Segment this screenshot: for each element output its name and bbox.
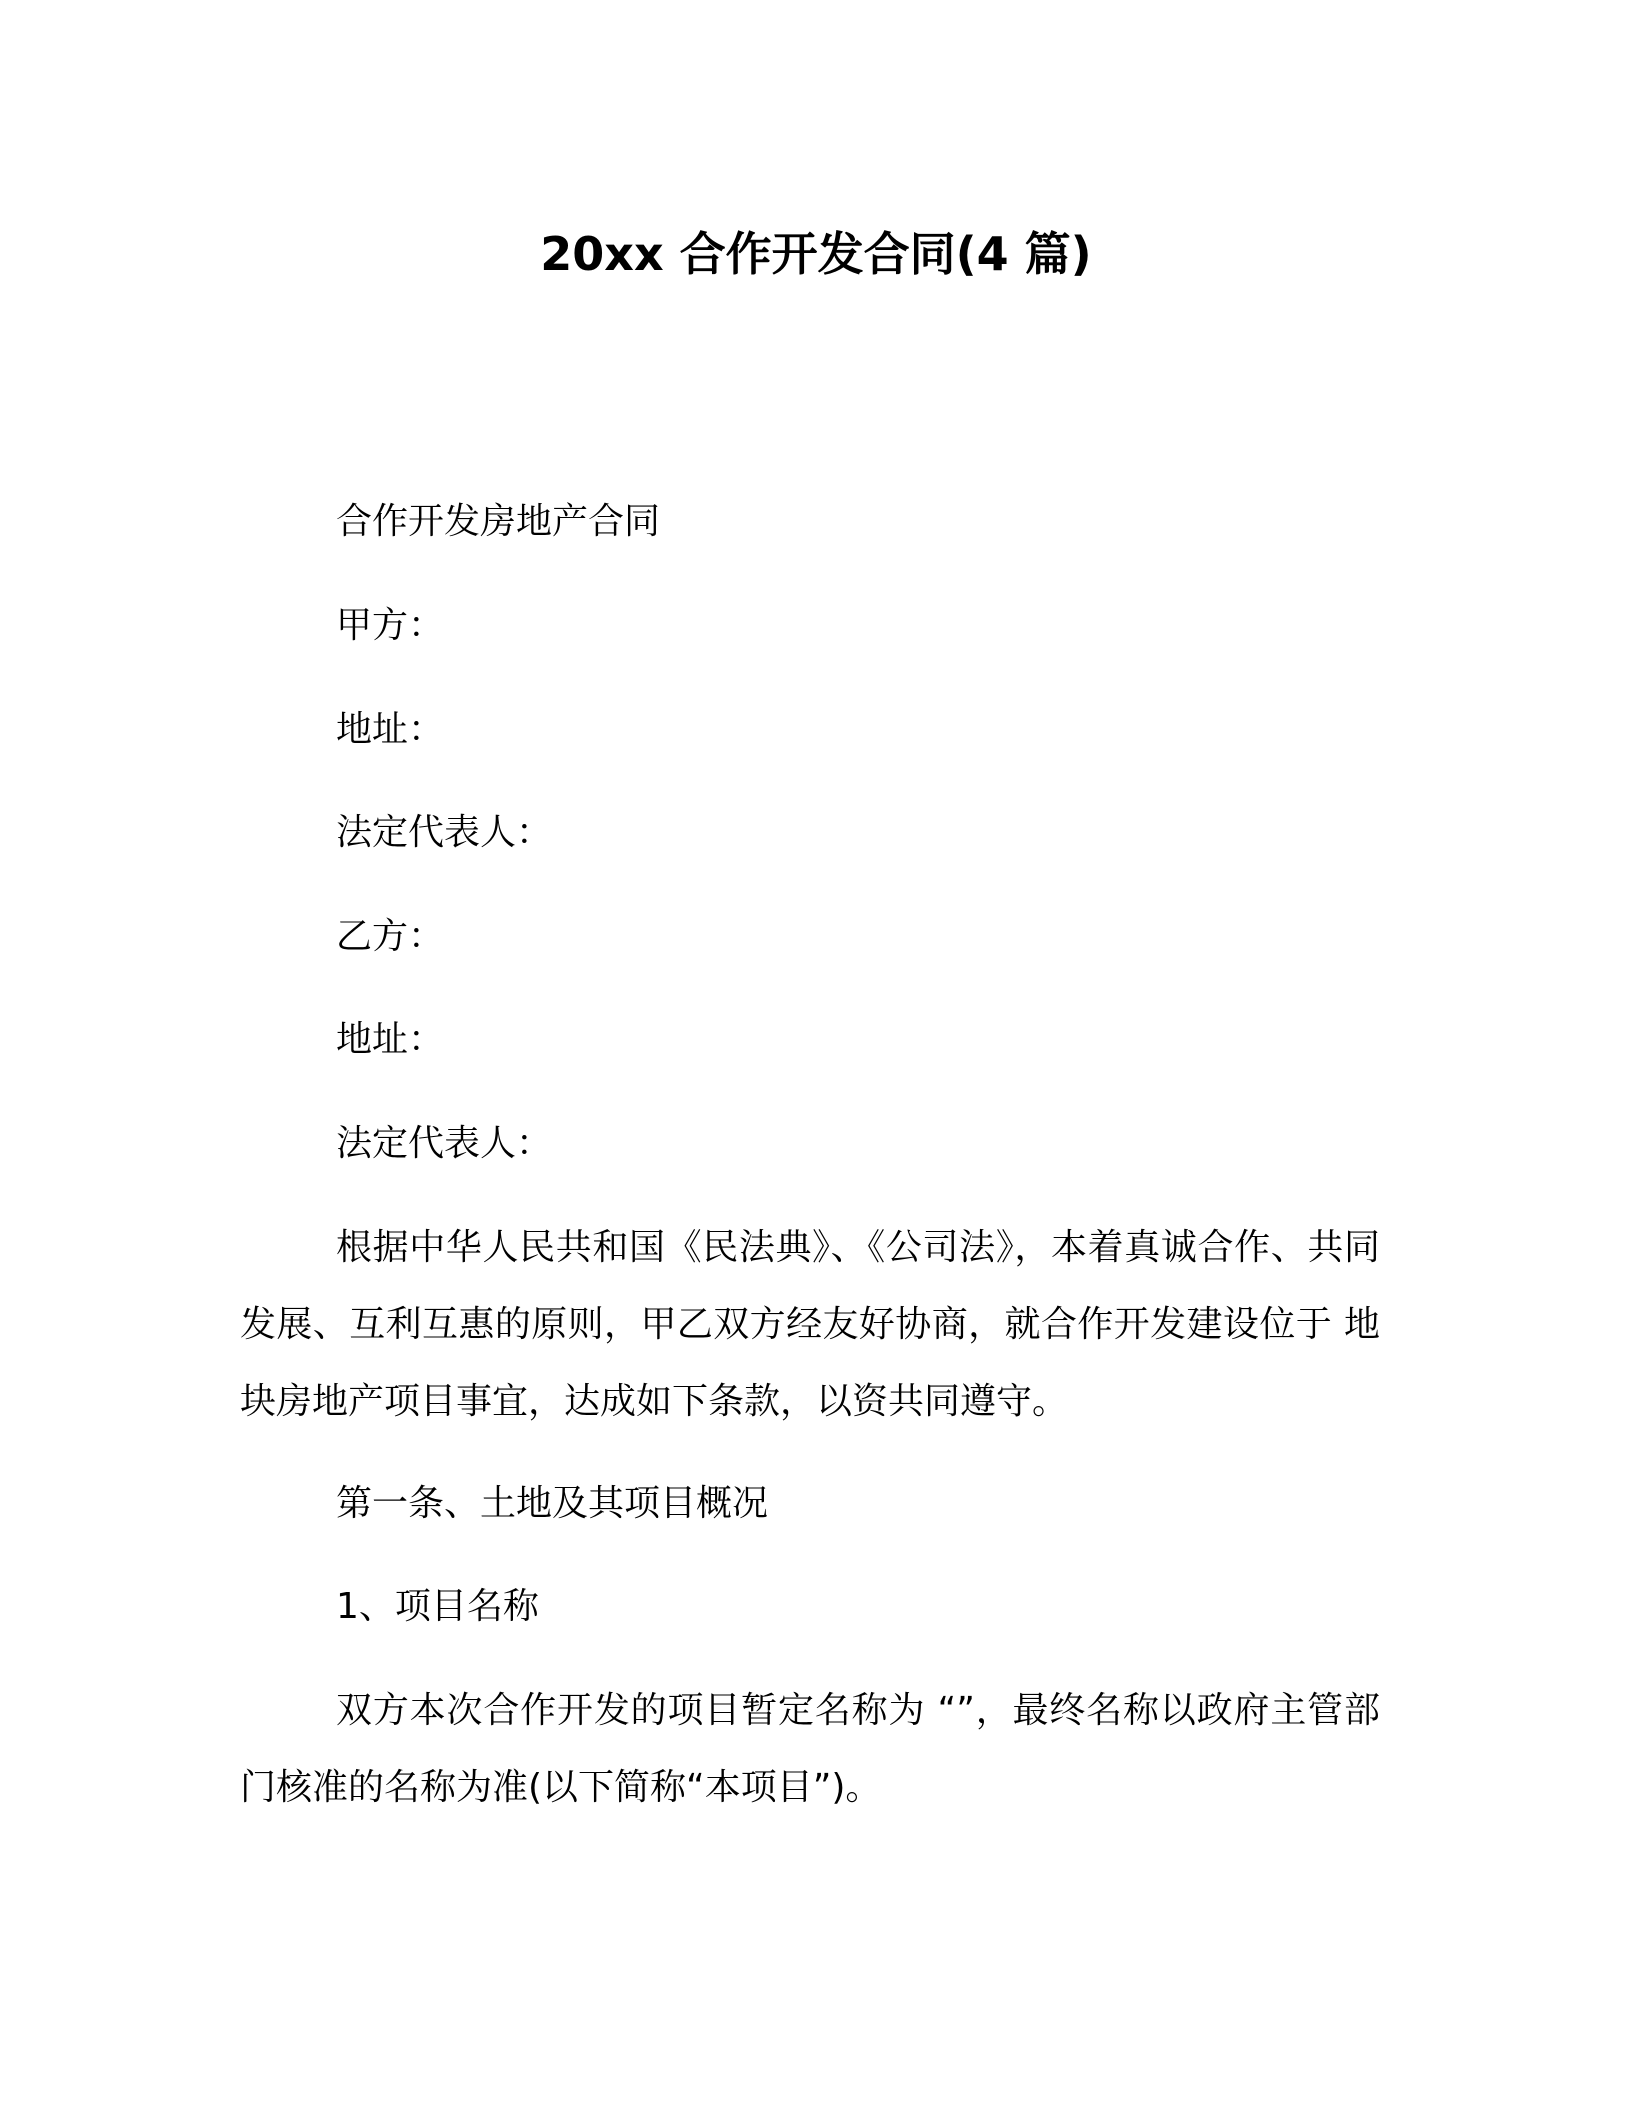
party-a-representative-label: 法定代表人： (336, 812, 553, 853)
party-a-label: 甲方： (336, 605, 445, 646)
party-a-address-label: 地址： (336, 709, 445, 750)
party-b-label: 乙方： (336, 916, 445, 957)
item-1-paragraph: 双方本次合作开发的项目暂定名称为 “”，最终名称以政府主管部门核准的名称为准(以下简称“本项目”)。 (240, 1690, 1380, 1808)
item-1-heading: 1、项目名称 (336, 1586, 539, 1627)
preamble-paragraph: 根据中华人民共和国《民法典》、《公司法》，本着真诚合作、共同发展、互利互惠的原则，甲乙双方经友好协商，就合作开发建设位于 地块房地产项目事宜，达成如下条款，以资共同遵守。 (240, 1227, 1380, 1422)
document-title: 20xx 合作开发合同(4 篇) (540, 227, 1092, 281)
party-b-address-label: 地址： (336, 1019, 445, 1060)
article-1-heading: 第一条、土地及其项目概况 (336, 1483, 769, 1524)
contract-subtitle: 合作开发房地产合同 (336, 501, 661, 542)
party-b-representative-label: 法定代表人： (336, 1123, 553, 1164)
